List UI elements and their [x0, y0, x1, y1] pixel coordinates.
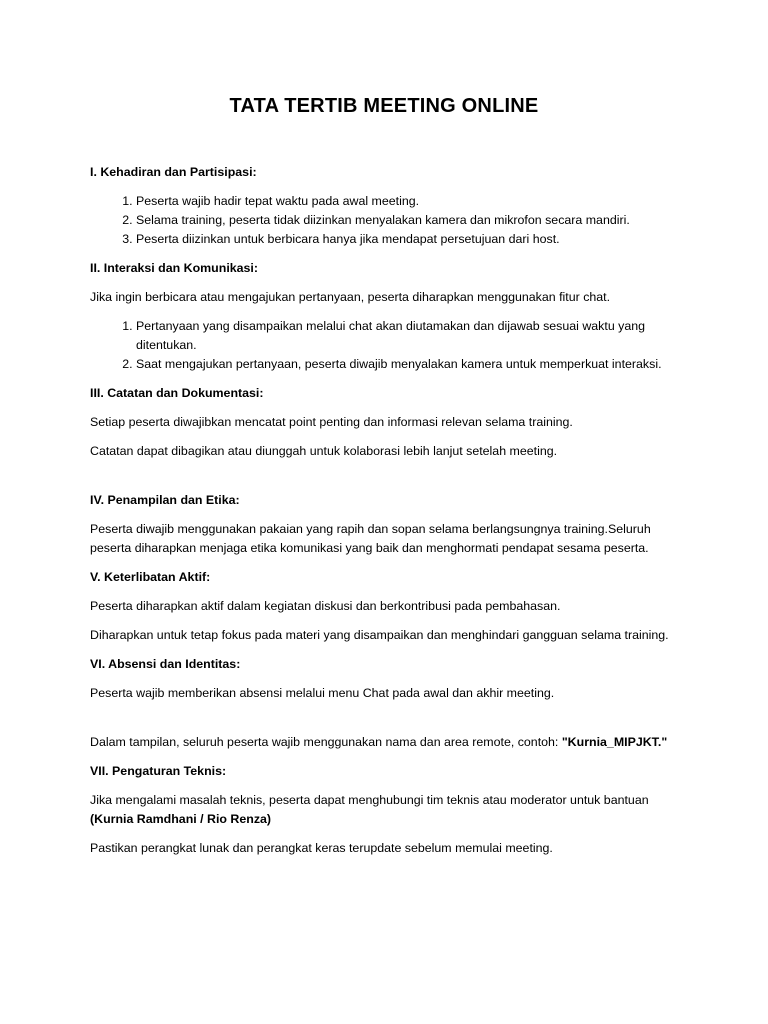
paragraph-name-format [90, 733, 690, 752]
section-heading-interaksi: II. Interaksi dan Komunikasi: [90, 261, 259, 275]
paragraph: Diharapkan untuk tetap fokus pada materi yang disampaikan dan menghindari gangguan selama training. [90, 628, 669, 642]
document-title: TATA TERTIB MEETING ONLINE [229, 95, 539, 117]
paragraph: Peserta wajib memberikan absensi melalui menu Chat pada awal dan akhir meeting. [90, 686, 555, 700]
contact-names: (Kurnia Ramdhani / Rio Renza) [90, 812, 272, 826]
paragraph: Pastikan perangkat lunak dan perangkat keras terupdate sebelum memulai meeting. [90, 841, 553, 855]
section-heading-teknis: VII. Pengaturan Teknis: [90, 764, 227, 778]
section-heading-keterlibatan: V. Keterlibatan Aktif: [90, 570, 211, 584]
section-heading-kehadiran: I. Kehadiran dan Partisipasi: [90, 165, 257, 179]
list-item: 2. Selama training, peserta tidak diizinkan menyalakan kamera dan mikrofon secara mandiri. [136, 211, 690, 230]
section-heading-penampilan: IV. Penampilan dan Etika: [90, 493, 240, 507]
name-format-text: Dalam tampilan, seluruh peserta wajib menggunakan nama dan area remote, contoh: [90, 735, 562, 749]
paragraph: Peserta diharapkan aktif dalam kegiatan diskusi dan berkontribusi pada pembahasan. [90, 599, 561, 613]
interaksi-list [90, 317, 690, 374]
document-body [90, 163, 690, 868]
paragraph: Catatan dapat dibagikan atau diunggah untuk kolaborasi lebih lanjut setelah meeting. [90, 444, 558, 458]
section-heading-absensi: VI. Absensi dan Identitas: [90, 657, 241, 671]
list-item: 2. Saat mengajukan pertanyaan, peserta diwajib menyalakan kamera untuk memperkuat interaksi. [136, 355, 690, 374]
contact-text: Jika mengalami masalah teknis, peserta dapat menghubungi tim teknis atau moderator untuk bantuan [90, 793, 649, 807]
paragraph: Peserta diwajib menggunakan pakaian yang rapih dan sopan selama berlangsungnya training.Seluruh peserta diharapkan menjaga etika komunikasi yang baik dan menghormati pendapat sesama peserta. [90, 522, 651, 555]
name-format-example: "Kurnia_MIPJKT." [561, 735, 668, 749]
section-heading-catatan: III. Catatan dan Dokumentasi: [90, 386, 264, 400]
paragraph: Jika ingin berbicara atau mengajukan pertanyaan, peserta diharapkan menggunakan fitur chat. [90, 290, 611, 304]
kehadiran-list [90, 192, 690, 249]
paragraph-contact [90, 791, 690, 829]
blank-line [90, 471, 690, 491]
list-item: 1. Peserta wajib hadir tepat waktu pada awal meeting. [136, 192, 690, 211]
list-item: 1. Pertanyaan yang disampaikan melalui chat akan diutamakan dan dijawab sesuai waktu yang ditentukan. [136, 317, 690, 355]
blank-line [90, 713, 690, 733]
paragraph: Setiap peserta diwajibkan mencatat point penting dan informasi relevan selama training. [90, 415, 573, 429]
list-item: 3. Peserta diizinkan untuk berbicara hanya jika mendapat persetujuan dari host. [136, 230, 690, 249]
